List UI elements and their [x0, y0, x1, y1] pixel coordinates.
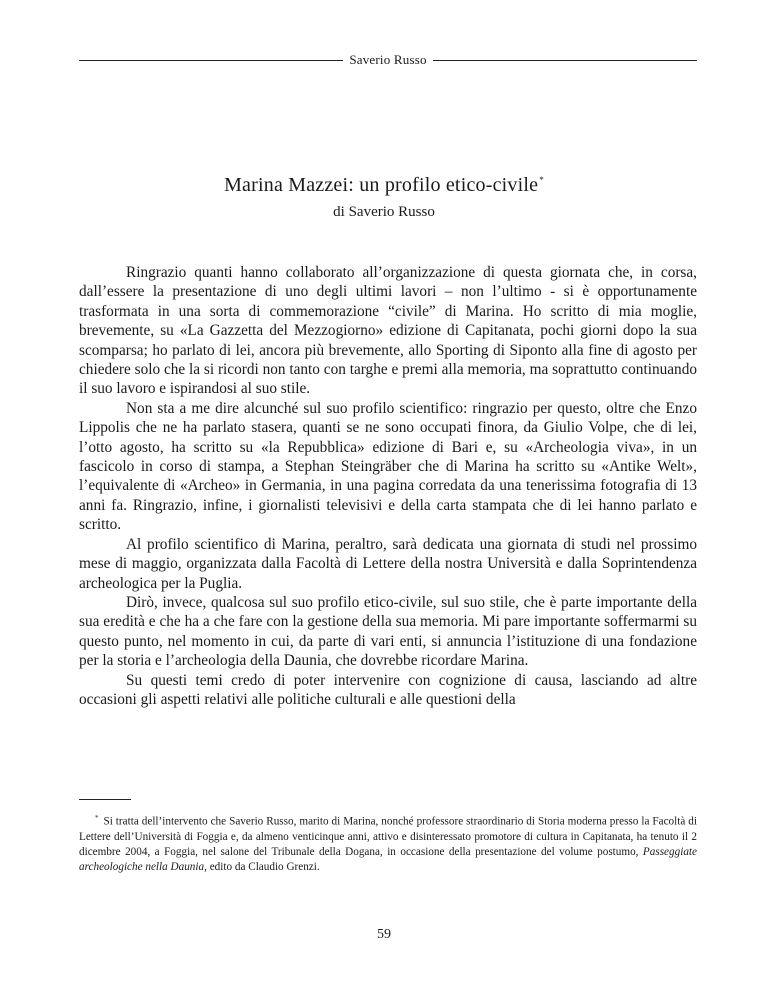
article-title: Marina Mazzei: un profilo etico-civile	[224, 174, 539, 196]
footnote-text-end: edito da Claudio Grenzi.	[209, 860, 320, 873]
article-byline: di Saverio Russo	[333, 204, 435, 220]
title-footnote-marker: *	[539, 175, 544, 186]
footnote	[79, 811, 697, 875]
paragraph: Su questi temi credo di poter intervenire con cognizione di causa, lasciando ad altre occasioni gli aspetti relativi alle politiche culturali e alle questioni della	[79, 671, 697, 708]
paragraph: Ringrazio quanti hanno collaborato all’organizzazione di questa giornata che, in corsa, dall’essere la presentazione di uno degli ultimi lavori – non l’ultimo - si è opportunamente trasformata in una sorta di commemorazione “civile” di Marina. Ho scritto di mia moglie, brevemente, su «La Gazzetta del Mezzogiorno» edizione di Capitanata, pochi giorni dopo la sua scomparsa; ho parlato di lei, ancora più brevemente, allo Sporting di Siponto alla fine di agosto per chiedere solo che la si ricordi non tanto con targhe e premi alla memoria, ma soprattutto continuando il suo lavoro e ispirandosi al suo stile.	[79, 264, 697, 398]
title-block	[0, 174, 768, 221]
header-rule-right	[433, 60, 697, 61]
footnote-book-title: Passeggiate archeologiche nella Daunia,	[79, 845, 697, 873]
paragraph: Non sta a me dire alcunché sul suo profilo scientifico: ringrazio per questo, oltre che Enzo Lippolis che ne ha parlato stasera, quanti se ne sono occupati finora, da Giulio Volpe, che di lei, l’otto agosto, ha scritto su «la Repubblica» edizione di Bari e, su «Archeologia viva», in un fascicolo in corso di stampa, a Stephan Steingräber che di Marina ha scritto su «Antike Welt», l’equivalente di «Archeo» in Germania, in una pagina corredata da una tenerissima fotografia di 13 anni fa. Ringrazio, infine, i giornalisti televisivi e della carta stampata che di lei hanno parlato e scritto.	[79, 399, 697, 534]
footnote-marker: *	[95, 814, 99, 822]
article-title-line	[0, 174, 768, 197]
footnote-separator	[79, 799, 131, 800]
page-number: 59	[377, 927, 391, 942]
header-author: Saverio Russo	[349, 52, 427, 67]
paragraph: Dirò, invece, qualcosa sul suo profilo etico-civile, sul suo stile, che è parte importante della sua eredità e che ha a che fare con la gestione della sua memoria. Mi pare importante soffermarmi su questo punto, nel momento in cui, da parte di vari enti, si annuncia l’istituzione di una fondazione per la storia e l’archeologia della Daunia, che dovrebbe ricordare Marina.	[79, 593, 697, 670]
running-header	[79, 52, 697, 68]
footnote-text: Si tratta dell’intervento che Saverio Russo, marito di Marina, nonché professore straordinario di Storia moderna presso la Facoltà di Lettere dell’Università di Foggia e, da almeno venticinque anni, attivo e disinteressato promotore di cultura in Capitanata, ha tenuto il 2 dicembre 2004, a Foggia, nel salone del Tribunale della Dogana, in occasione della presentazione del volume postumo,	[79, 815, 697, 858]
header-rule-left	[79, 60, 343, 61]
paragraph: Al profilo scientifico di Marina, peraltro, sarà dedicata una giornata di studi nel prossimo mese di maggio, organizzata dalla Facoltà di Lettere della nostra Università e dalla Soprintendenza archeologica per la Puglia.	[79, 535, 697, 592]
article-body	[79, 263, 697, 709]
